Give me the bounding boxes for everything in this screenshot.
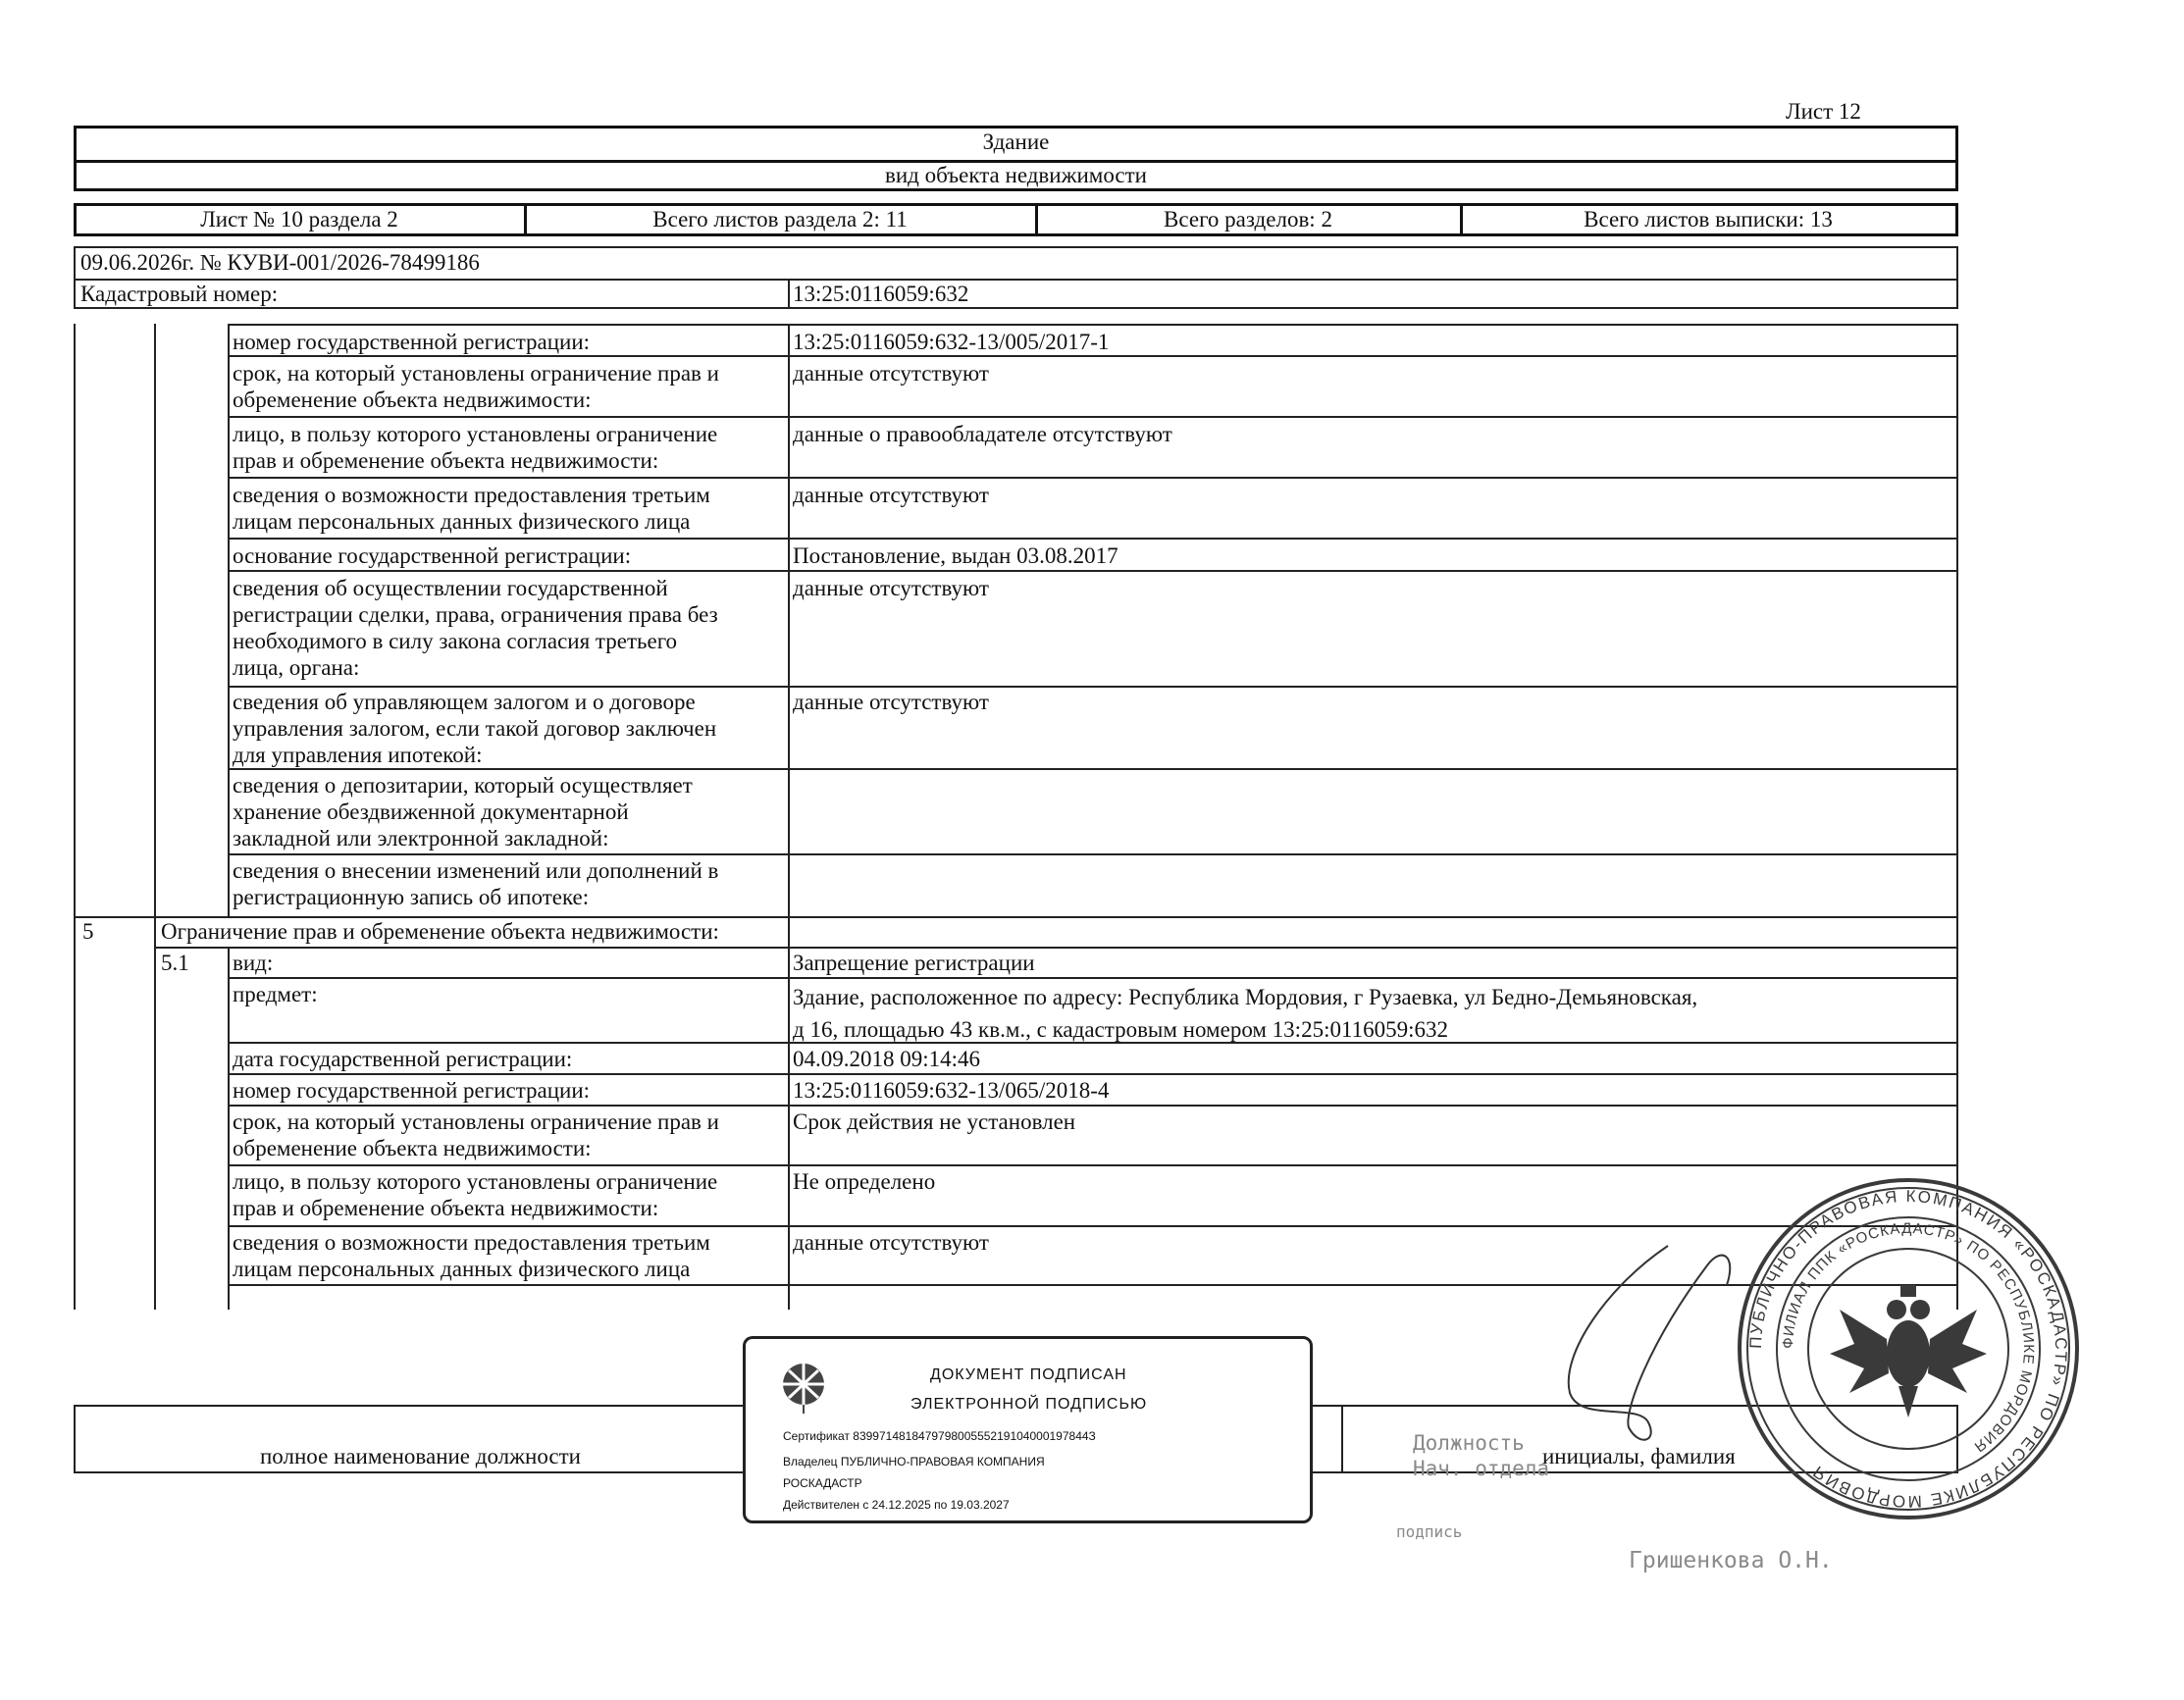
row-value: Здание, расположенное по адресу: Республика Мордовия, г Рузаевка, ул Бедно-Демьяновская, д 16, площадью 43 кв.м., с кадастровым номером 13:25:0116059:632 [793,985,1698,1042]
row-label: предмет: [233,982,318,1006]
subsection-number: 5.1 [161,951,189,975]
e-sign-owner-name: РОСКАДАСТР [783,1476,862,1490]
row-label: номер государственной регистрации: [233,1078,591,1103]
sheet-label: Лист 12 [1786,99,1861,124]
e-sign-owner: Владелец ПУБЛИЧНО-ПРАВОВАЯ КОМПАНИЯ [783,1455,1045,1468]
e-sign-line2: ЭЛЕКТРОННОЙ ПОДПИСЬЮ [910,1396,1148,1413]
e-sign-line1: ДОКУМЕНТ ПОДПИСАН [930,1366,1127,1383]
row-value: Постановление, выдан 03.08.2017 [793,543,1118,568]
cadastral-value: 13:25:0116059:632 [793,282,969,306]
e-sign-certificate: Сертификат 839971481847979800555219104000197844З [783,1429,1096,1443]
row-value: данные отсутствуют [793,1230,989,1255]
object-name: Здание [982,129,1050,154]
row-value: 13:25:0116059:632-13/005/2017-1 [793,330,1110,354]
section-title: Ограничение прав и обременение объекта недвижимости: [161,919,719,944]
e-signature-stamp [743,1336,1313,1523]
row-label: срок, на который установлены ограничение прав и обременение объекта недвижимости: [233,361,719,412]
row-label: вид: [233,951,274,975]
row-value: данные отсутствуют [793,361,989,386]
initials-caption: инициалы, фамилия [1542,1444,1736,1468]
row-label: дата государственной регистрации: [233,1047,573,1071]
seal-inner-text: ФИЛИАЛ ППК «РОСКАДАСТР» ПО РЕСПУБЛИКЕ МОРДОВИЯ [1779,1219,2038,1456]
row-label: лицо, в пользу которого установлены ограничение прав и обременение объекта недвижимости: [233,1169,718,1220]
row-label: основание государственной регистрации: [233,543,632,568]
row-value: Срок действия не установлен [793,1109,1076,1134]
name-stamp: Гришенкова О.Н. [1629,1548,1833,1573]
total-sheets-extract: Всего листов выписки: 13 [1584,207,1833,232]
row-value: 13:25:0116059:632-13/065/2018-4 [793,1078,1110,1103]
row-label: сведения о депозитарии, который осуществляет хранение обездвиженной документарной закладной или электронной закладной: [233,773,693,850]
sheet-of-section: Лист № 10 раздела 2 [200,207,398,232]
emblem-icon [779,1359,828,1414]
row-value: данные отсутствуют [793,576,989,600]
seal-outer-text: ПУБЛИЧНО-ПРАВОВАЯ КОМПАНИЯ «РОСКАДАСТР» ПО РЕСПУБЛИКЕ МОРДОВИЯ [1745,1186,2071,1512]
row-label: сведения о внесении изменений или дополнений в регистрационную запись об ипотеке: [233,858,719,909]
date-and-number: 09.06.2026г. № КУВИ-001/2026-78499186 [80,250,480,275]
handwritten-signature [1550,1226,1746,1452]
cadastral-label: Кадастровый номер: [80,282,279,306]
row-label: сведения о возможности предоставления третьим лицам персональных данных физического лица [233,483,710,534]
row-value: Не определено [793,1169,936,1194]
signature-caption: подпись [1396,1522,1463,1541]
total-sheets-section: Всего листов раздела 2: 11 [652,207,908,232]
e-sign-validity: Действителен с 24.12.2025 по 19.03.2027 [783,1498,1010,1512]
row-value: данные отсутствуют [793,483,989,507]
row-label: лицо, в пользу которого установлены ограничение прав и обременение объекта недвижимости: [233,422,718,473]
row-value: данные о правообладателе отсутствуют [793,422,1172,446]
row-label: сведения о возможности предоставления третьим лицам персональных данных физического лица [233,1230,710,1281]
row-value: данные отсутствуют [793,690,989,714]
row-label: срок, на который установлены ограничение прав и обременение объекта недвижимости: [233,1109,719,1160]
row-label: сведения об управляющем залогом и о договоре управления залогом, если такой договор заключен для управления ипотекой: [233,690,717,767]
eagle-icon [1830,1285,1987,1417]
row-value: Запрещение регистрации [793,951,1035,975]
position-stamp: Должность Нач. отдела [1413,1431,1550,1480]
total-sections: Всего разделов: 2 [1164,207,1332,232]
section-number: 5 [82,919,94,944]
position-caption: полное наименование должности [260,1444,581,1468]
row-label: номер государственной регистрации: [233,330,591,354]
official-seal [1732,1172,2085,1525]
row-label: сведения об осуществлении государственной регистрации сделки, права, ограничения права без необходимого в силу закона согласия третьего лица, органа: [233,576,718,680]
row-value: 04.09.2018 09:14:46 [793,1047,981,1071]
object-type-caption: вид объекта недвижимости [885,163,1147,187]
